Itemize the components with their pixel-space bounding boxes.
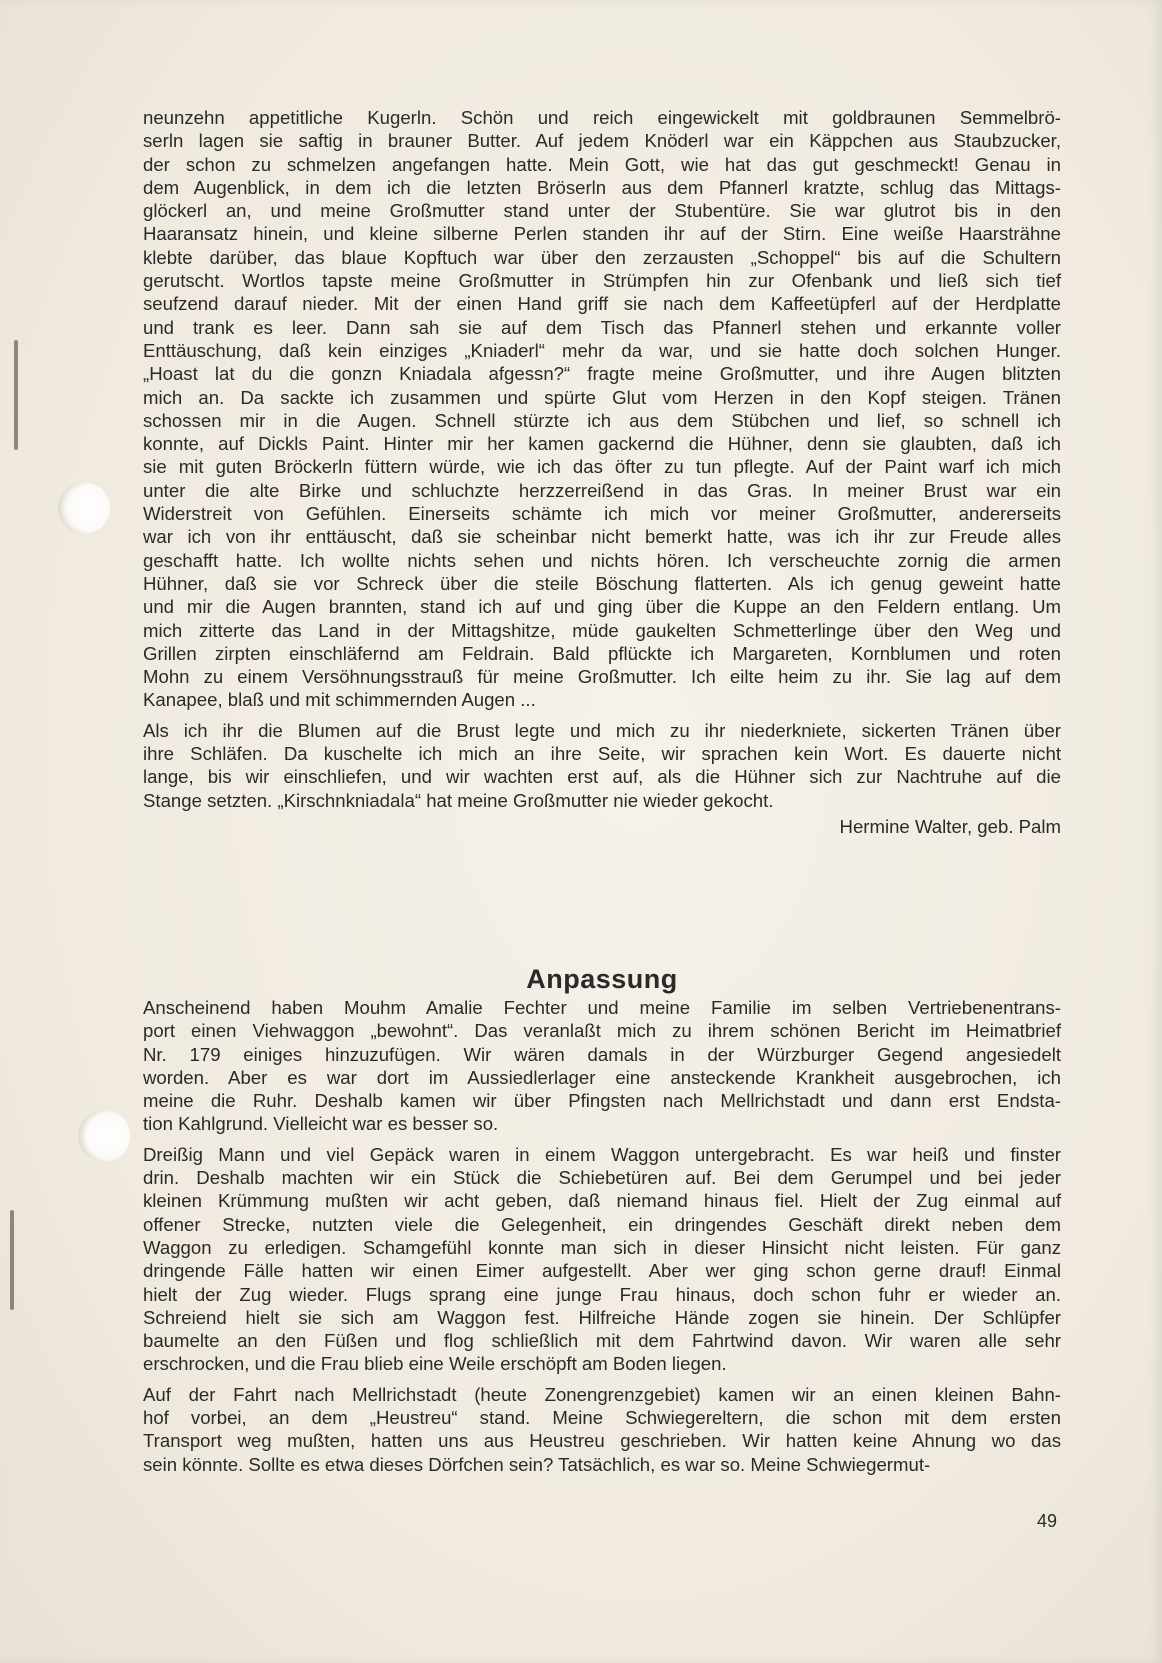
text-line: klebte darüber, das blaue Kopftuch war über den zerzausten „Schoppel“ bis auf die Schultern bbox=[143, 246, 1061, 268]
text-line: port einen Viehwaggon „bewohnt“. Das veranlaßt mich zu ihrem schönen Bericht im Heimatbrief bbox=[143, 1020, 1061, 1042]
text-line: glöckerl an, und meine Großmutter stand unter der Stubentüre. Sie war glutrot bis in den bbox=[143, 200, 1061, 222]
text-line: drin. Deshalb machten wir ein Stück die Schiebetüren auf. Bei dem Gerumpel und bei jeder bbox=[143, 1167, 1061, 1189]
author-signature: Hermine Walter, geb. Palm bbox=[839, 815, 1061, 837]
text-line: dringende Fälle hatten wir einen Eimer aufgestellt. Aber wer ging schon gerne drauf! Einmal bbox=[143, 1260, 1061, 1282]
text-line: konnte, auf Dickls Paint. Hinter mir her kamen gackernd die Hühner, denn sie glaubten, daß ich bbox=[143, 433, 1061, 455]
paragraph bbox=[143, 719, 1061, 812]
binding-mark bbox=[14, 340, 18, 450]
story-one bbox=[143, 106, 1061, 838]
text-line: Schreiend hielt sie sich am Waggon fest. Hilfreiche Hände zogen sie hinein. Der Schlüpfer bbox=[143, 1306, 1061, 1328]
text-line: unter die alte Birke und schluchzte herzzerreißend in das Gras. In meiner Brust war ein bbox=[143, 479, 1061, 501]
text-line: hof vorbei, an dem „Heustreu“ stand. Meine Schwiegereltern, die schon mit dem ersten bbox=[143, 1407, 1061, 1429]
text-line: Hühner, daß sie vor Schreck über die steile Böschung flatterten. Als ich genug geweint hatte bbox=[143, 572, 1061, 594]
text-line: neunzehn appetitliche Kugerln. Schön und reich eingewickelt mit goldbraunen Semmelbrö- bbox=[143, 107, 1061, 128]
text-line: Grillen zirpten einschläfernd am Feldrain. Bald pflückte ich Margareten, Kornblumen und roten bbox=[143, 642, 1061, 664]
text-line: offener Strecke, nutzten viele die Gelegenheit, ein dringendes Geschäft direkt neben dem bbox=[143, 1213, 1061, 1235]
text-line: tion Kahlgrund. Vielleicht war es besser so. bbox=[143, 1113, 499, 1135]
text-line: und mir die Augen brannten, stand ich auf und ging über die Kuppe an den Feldern entlang. Um bbox=[143, 596, 1061, 618]
text-line: Enttäuschung, daß kein einziges „Kniaderl“ mehr da war, und sie hatte doch solchen Hunger. bbox=[143, 339, 1061, 361]
page-number: 49 bbox=[1037, 1511, 1058, 1531]
text-line: serln lagen sie saftig in brauner Butter. Auf jedem Knöderl war ein Käppchen aus Staubzucker, bbox=[143, 130, 1061, 152]
text-line: war ich von ihr enttäuscht, daß sie scheinbar nicht bemerkt hatte, was ich ihr zur Freude alles bbox=[143, 526, 1061, 548]
text-line: Anscheinend haben Mouhm Amalie Fechter und meine Familie im selben Vertriebenentrans- bbox=[143, 997, 1061, 1018]
paragraph bbox=[143, 996, 1061, 1136]
text-line: Kanapee, blaß und mit schimmernden Augen ... bbox=[143, 689, 536, 711]
text-line: hielt der Zug wieder. Flugs sprang eine junge Frau hinaus, doch schon fuhr er wieder an. bbox=[143, 1283, 1061, 1305]
text-line: Auf der Fahrt nach Mellrichstadt (heute Zonengrenzgebiet) kamen wir an einen kleinen Bahn- bbox=[143, 1383, 1061, 1405]
binding-mark bbox=[10, 1210, 14, 1310]
story-two bbox=[143, 996, 1061, 1476]
text-line: Als ich ihr die Blumen auf die Brust legte und mich zu ihr niederkniete, sickerten Tränen über bbox=[143, 719, 1061, 741]
text-line: sie mit guten Bröckerln füttern würde, wie ich das öfter zu tun pflegte. Auf der Paint warf ich mich bbox=[143, 456, 1061, 478]
text-line: „Hoast lat du die gonzn Kniadala afgessn?“ fragte meine Großmutter, und ihre Augen blitzten bbox=[143, 363, 1061, 385]
punch-hole bbox=[78, 1110, 130, 1162]
text-line: Haaransatz hinein, und kleine silberne Perlen standen ihr auf der Stirn. Eine weiße Haarsträhne bbox=[143, 223, 1061, 245]
text-line: seufzend darauf nieder. Mit der einen Hand griff sie nach dem Kaffeetüpferl auf der Herdplatte bbox=[143, 293, 1061, 315]
text-line: kleinen Krümmung mußten wir acht geben, daß niemand hinaus fiel. Hielt der Zug einmal auf bbox=[143, 1190, 1061, 1212]
text-line: Widerstreit von Gefühlen. Einerseits schämte ich mich vor meiner Großmutter, andererseits bbox=[143, 503, 1061, 525]
text-line: gerutscht. Wortlos tapste meine Großmutter in Strümpfen hin zur Ofenbank und ließ sich tief bbox=[143, 270, 1061, 292]
paragraph bbox=[143, 1143, 1061, 1376]
story-two-body bbox=[143, 996, 1061, 1476]
text-line: ihre Schläfen. Da kuschelte ich mich an ihre Seite, wir sprachen kein Wort. Es dauerte nicht bbox=[143, 743, 1061, 765]
story-one-body bbox=[143, 106, 1061, 812]
text-line: Stange setzten. „Kirschnkniadala“ hat meine Großmutter nie wieder gekocht. bbox=[143, 789, 774, 811]
text-line: Mohn zu einem Versöhnungsstrauß für meine Großmutter. Ich eilte heim zu ihr. Sie lag auf dem bbox=[143, 666, 1061, 688]
text-line: Dreißig Mann und viel Gepäck waren in einem Waggon untergebracht. Es war heiß und finster bbox=[143, 1143, 1061, 1165]
text-line: lange, bis wir einschliefen, und wir wachten erst auf, als die Hühner sich zur Nachtruhe auf die bbox=[143, 766, 1061, 788]
text-line: schossen mir in die Augen. Schnell stürzte ich aus dem Stübchen und lief, so schnell ich bbox=[143, 409, 1061, 431]
paragraph bbox=[143, 106, 1061, 712]
text-line: dem Augenblick, in dem ich die letzten Bröserln aus dem Pfannerl kratzte, schlug das Mittags- bbox=[143, 176, 1061, 198]
text-line: meine die Ruhr. Deshalb kamen wir über Pfingsten nach Mellrichstadt und dann erst Endsta- bbox=[143, 1090, 1061, 1112]
text-line: erschrocken, und die Frau blieb eine Weile erschöpft am Boden liegen. bbox=[143, 1353, 727, 1375]
text-line: und trank es leer. Dann sah sie auf dem Tisch das Pfannerl stehen und erkannte voller bbox=[143, 316, 1061, 338]
text-line: Nr. 179 einiges hinzuzufügen. Wir wären damals in der Würzburger Gegend angesiedelt bbox=[143, 1043, 1061, 1065]
punch-hole bbox=[58, 482, 110, 534]
text-line: Transport weg mußten, hatten uns aus Heustreu geschrieben. Wir hatten keine Ahnung wo das bbox=[143, 1430, 1061, 1452]
text-line: mich zitterte das Land in der Mittagshitze, müde gaukelten Schmetterlinge über den Weg und bbox=[143, 619, 1061, 641]
story-title: Anpassung bbox=[526, 964, 678, 994]
text-line: Waggon zu erledigen. Schamgefühl konnte man sich in dieser Hinsicht nicht leisten. Für ganz bbox=[143, 1236, 1061, 1258]
text-line: sein könnte. Sollte es etwa dieses Dörfchen sein? Tatsächlich, es war so. Meine Schwiegermut- bbox=[143, 1453, 931, 1475]
text-line: geschafft hatte. Ich wollte nichts sehen und nichts hören. Ich verscheuchte zornig die armen bbox=[143, 549, 1061, 571]
text-line: mich an. Da sackte ich zusammen und spürte Glut vom Herzen in den Kopf steigen. Tränen bbox=[143, 386, 1061, 408]
text-line: baumelte an den Füßen und flog schließlich mit dem Fahrtwind davon. Wir waren alle sehr bbox=[143, 1330, 1061, 1352]
paragraph bbox=[143, 1383, 1061, 1476]
text-line: worden. Aber es war dort im Aussiedlerlager eine ansteckende Krankheit ausgebrochen, ich bbox=[143, 1066, 1061, 1088]
text-line: der schon zu schmelzen angefangen hatte. Mein Gott, wie hat das gut geschmeckt! Genau in bbox=[143, 153, 1061, 175]
